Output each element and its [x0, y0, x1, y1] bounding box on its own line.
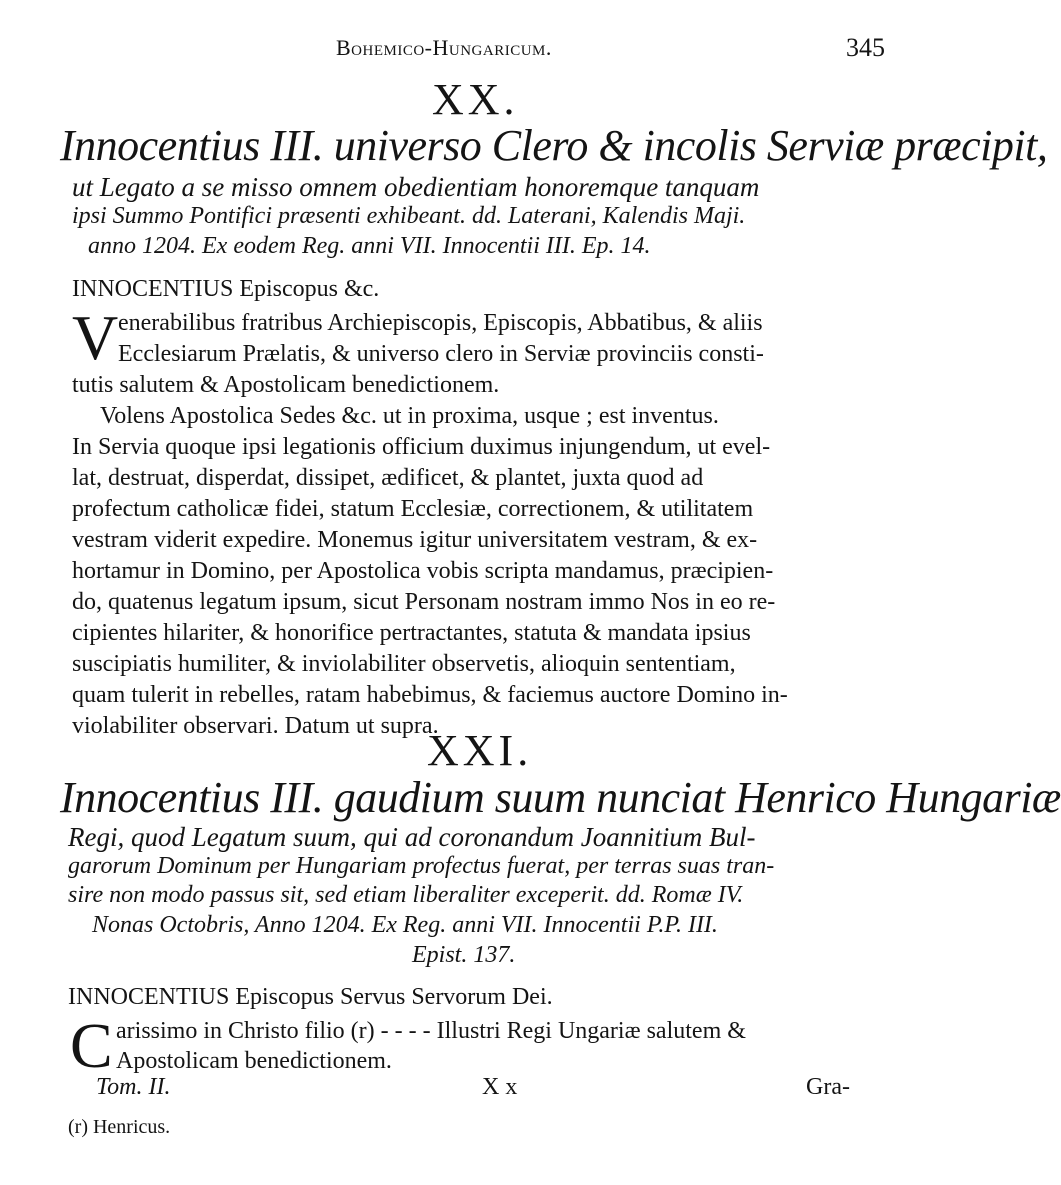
volume-signature: Tom. II. — [96, 1074, 171, 1100]
section-xx-rubric-line: ipsi Summo Pontifici præsenti exhibeant. dd. Laterani, Kalendis Maji. — [72, 203, 746, 229]
section-xx-rubric-line: anno 1204. Ex eodem Reg. anni VII. Innocentii III. Ep. 14. — [88, 233, 651, 259]
section-xx-body-line: do, quatenus legatum ipsum, sicut Personam nostram immo Nos in eo re- — [72, 589, 776, 615]
section-xx-body-line: enerabilibus fratribus Archiepiscopis, Episcopis, Abbatibus, & aliis — [118, 310, 763, 336]
section-xx-body-line: vestram viderit expedire. Monemus igitur universitatem vestram, & ex- — [72, 527, 758, 553]
section-xx-body-line: cipientes hilariter, & honorifice pertractantes, statuta & mandata ipsius — [72, 620, 751, 646]
section-xx-body-line: suscipiatis humiliter, & inviolabiliter observetis, alioquin sententiam, — [72, 651, 736, 677]
section-xx-body-line: Volens Apostolica Sedes &c. ut in proxima, usque ; est inventus. — [100, 403, 719, 429]
section-xx-rubric-line: ut Legato a se misso omnem obedientiam honoremque tanquam — [72, 172, 760, 202]
section-xx-body-line: profectum catholicæ fidei, statum Ecclesiæ, correctionem, & utilitatem — [72, 496, 754, 522]
section-xx-body-line: quam tulerit in rebelles, ratam habebimus, & faciemus auctore Domino in- — [72, 682, 788, 708]
section-xxi-drop-cap: C — [70, 1010, 113, 1081]
section-xxi-rubric-line: Regi, quod Legatum suum, qui ad coronandum Joannitium Bul- — [68, 822, 756, 852]
section-xxi-rubric-line: Innocentius III. gaudium suum nunciat Henrico Hungariæ — [60, 773, 1061, 822]
running-head: Bohemico-Hungaricum. — [336, 35, 552, 60]
section-xxi-salutation: INNOCENTIUS Episcopus Servus Servorum Dei. — [68, 984, 553, 1010]
section-xx-body-line: tutis salutem & Apostolicam benedictionem. — [72, 372, 500, 398]
section-xxi-body-line: arissimo in Christo filio (r) - - - - Illustri Regi Ungariæ salutem & — [116, 1018, 746, 1044]
section-xx-body-line: hortamur in Domino, per Apostolica vobis scripta mandamus, præcipien- — [72, 558, 774, 584]
gathering-signature: X x — [482, 1074, 518, 1100]
section-xx-body-line: In Servia quoque ipsi legationis officium duximus injungendum, ut evel- — [72, 434, 771, 460]
section-xxi-number: XXI. — [427, 726, 533, 775]
catchword: Gra- — [806, 1074, 850, 1100]
section-xx-drop-cap: V — [72, 302, 119, 373]
section-xx-body-line: lat, destruat, disperdat, dissipet, ædificet, & plantet, juxta quod ad — [72, 465, 704, 491]
section-xx-salutation: INNOCENTIUS Episcopus &c. — [72, 276, 380, 302]
page-number: 345 — [846, 33, 885, 62]
section-xx-rubric-line: Innocentius III. universo Clero & incolis Serviæ præcipit, — [60, 121, 1048, 170]
section-xx-body-line: violabiliter observari. Datum ut supra. — [72, 713, 439, 739]
section-xx-number: XX. — [432, 75, 519, 124]
footnote: (r) Henricus. — [68, 1116, 171, 1138]
section-xxi-rubric-line: garorum Dominum per Hungariam profectus fuerat, per terras suas tran- — [68, 853, 775, 879]
section-xxi-rubric-line: Nonas Octobris, Anno 1204. Ex Reg. anni VII. Innocentii P.P. III. — [92, 912, 718, 938]
section-xxi-rubric-line: Epist. 137. — [412, 942, 516, 968]
section-xx-body-line: Ecclesiarum Prælatis, & universo clero in Serviæ provinciis consti- — [118, 341, 764, 367]
section-xxi-body-line: Apostolicam benedictionem. — [116, 1048, 392, 1074]
section-xxi-rubric-line: sire non modo passus sit, sed etiam liberaliter exceperit. dd. Romæ IV. — [68, 882, 744, 908]
